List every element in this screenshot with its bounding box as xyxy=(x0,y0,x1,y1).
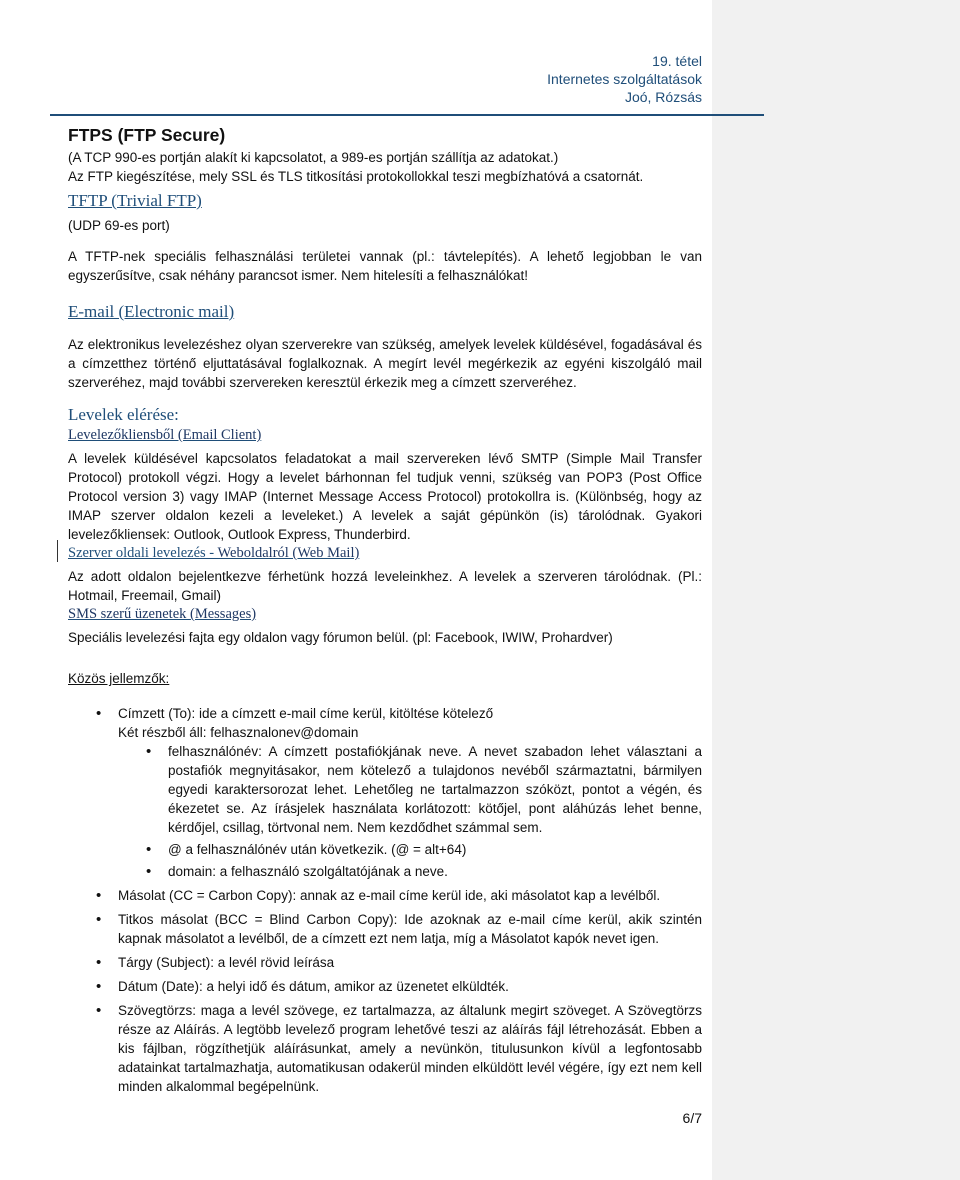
list-item-to xyxy=(68,704,702,881)
tftp-heading: TFTP (Trivial FTP) xyxy=(68,191,202,210)
email-heading: E-mail (Electronic mail) xyxy=(68,302,235,321)
list-item: • felhasználónév: A címzett postafiókjának neve. A nevet szabadon lehet választani a postafiók megnyitásakor, nem kötelező a tulajdonos nevéből származtatni, bármilyen egyedi karaktersorozat lehet. Lehetőleg ne tartalmazzon szóközt, pontot a végén, és ékezetet se. Az írásjelek használata korlátozott: kötőjel, pont aláhúzás lehet benne, kérdőjel, csillag, törtvonal nem. Nem kezdődhet számmal sem. xyxy=(118,742,702,837)
list-item: • domain: a felhasználó szolgáltatójának a neve. xyxy=(118,862,702,881)
sms-heading-text: SMS szerű üzenetek (Messages) xyxy=(68,606,257,622)
header-rule xyxy=(50,114,764,116)
tftp-port-text: (UDP 69-es port) xyxy=(68,218,170,233)
list-item-bcc: • Titkos másolat (BCC = Blind Carbon Copy): Ide azoknak az e-mail címe kerül, akik szintén kapnak másolatot a levélből, de a címzett ezt nem latja, míg a Másolatot kapók nevet igen. xyxy=(68,910,702,948)
access-heading: Levelek elérése: xyxy=(68,405,179,424)
list-item-subject: • Tárgy (Subject): a levél rövid leírása xyxy=(68,953,702,972)
list-item-date: • Dátum (Date): a helyi idő és dátum, amikor az üzenetet elküldték. xyxy=(68,977,702,996)
webmail-heading-part2: Weboldalról (Web Mail) xyxy=(217,545,360,561)
ftps-description: Az FTP kiegészítése, mely SSL és TLS titkosítási protokollokkal teszi megbízhatóvá a csatornát. xyxy=(68,169,644,184)
common-features-heading: Közös jellemzők: xyxy=(68,671,170,686)
page-number: 6/7 xyxy=(682,1110,702,1126)
sms-heading xyxy=(68,605,702,624)
change-bar xyxy=(57,540,58,562)
page-header xyxy=(547,52,702,106)
email-description: Az elektronikus levelezéshez olyan szerverekre van szükség, amelyek levelek küldésével, fogadásával és a címzetthez történő eljuttatásával foglalkoznak. A megírt levél megérkezik az egyéni kiszolgáló mail szerveréhez, majd további szervereken keresztül érkezik meg a címzett szerveréhez. xyxy=(68,337,702,390)
list-item-cc: • Másolat (CC = Carbon Copy): annak az e-mail címe kerül ide, aki másolatot kap a levélből. xyxy=(68,886,702,905)
email-client-heading-text: Levelezőkliensből (Email Client) xyxy=(68,427,262,443)
webmail-heading xyxy=(68,544,702,563)
sms-description: Speciális levelezési fajta egy oldalon vagy fórumon belül. (pl: Facebook, IWIW, Prohardver) xyxy=(68,630,613,645)
common-features-list xyxy=(68,704,702,1096)
ftps-port-text: (A TCP 990-es portján alakít ki kapcsolatot, a 989-es portján szállítja az adatokat.) xyxy=(68,150,559,165)
document-body xyxy=(68,124,702,1101)
list-item: • @ a felhasználónév után következik. (@ = alt+64) xyxy=(118,840,702,859)
webmail-heading-part1: Szerver oldali levelezés - xyxy=(68,545,218,561)
list-item-body: • Szövegtörzs: maga a levél szövege, ez tartalmazza, az általunk megirt szöveget. A Szövegtörzs része az Aláírás. A legtöbb levelező program lehetővé teszi az aláírás fájl létrehozását. Ebben a kis fájlban, rögzíthetjük aláírásunkat, amely a nevünkön, titulusunkon kívül a legfontosabb adatainkat tartalmazhatja, automatikusan odakerül minden elküldött levél végére, így ezt nem kell minden alkalommal begépelnünk. xyxy=(68,1001,702,1096)
email-client-description: A levelek küldésével kapcsolatos feladatokat a mail szervereken lévő SMTP (Simple Mail Transfer Protocol) protokoll végzi. Hogy a levelet bárhonnan fel tudjuk venni, szükség van POP3 (Post Office Protocol version 3) vagy IMAP (Internet Message Access Protocol) protokollra is. (Különbség, hogy az IMAP szerver oldalon kezeli a leveleket.) A levelek a saját gépünkön (is) tárolódnak. Gyakori levelezőkliensek: Outlook, Outlook Express, Thunderbird. xyxy=(68,451,702,542)
comment-margin-pane xyxy=(712,0,960,1180)
to-text: • Címzett (To): ide a címzett e-mail címe kerül, kitöltése kötelező xyxy=(118,706,494,721)
header-topic-number: 19. tétel xyxy=(652,53,702,69)
ftps-heading: FTPS (FTP Secure) xyxy=(68,125,226,145)
to-subtext: Két részből áll: felhasznalonev@domain xyxy=(118,725,359,740)
webmail-description: Az adott oldalon bejelentkezve férhetünk hozzá leveleinkhez. A levelek a szerveren tárolódnak. (Pl.: Hotmail, Freemail, Gmail) xyxy=(68,569,702,603)
address-parts-list xyxy=(118,742,702,881)
email-client-heading xyxy=(68,426,702,445)
header-authors: Joó, Rózsás xyxy=(624,89,702,105)
tftp-description: A TFTP-nek speciális felhasználási területei vannak (pl.: távtelepítés). A lehető legjobban le van egyszerűsítve, csak néhány parancsot ismer. Nem hitelesíti a felhasználókat! xyxy=(68,249,702,283)
header-topic-title: Internetes szolgáltatások xyxy=(547,71,702,87)
